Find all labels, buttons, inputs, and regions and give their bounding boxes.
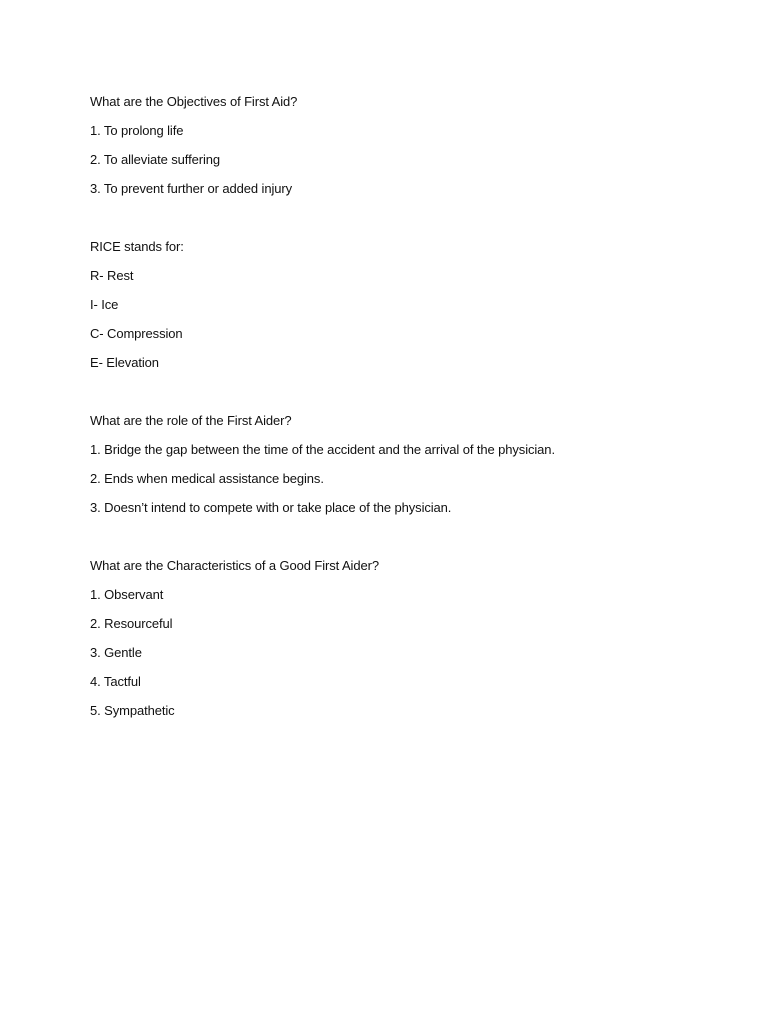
list-item: E- Elevation: [90, 355, 159, 370]
section-heading: What are the Characteristics of a Good First Aider?: [90, 558, 379, 573]
document-body: [90, 91, 730, 729]
section-spacer: [90, 381, 730, 410]
list-item: 1. Bridge the gap between the time of the accident and the arrival of the physician.: [90, 442, 555, 457]
list-item: I- Ice: [90, 297, 119, 312]
section-objectives: [90, 91, 730, 207]
section-heading: RICE stands for:: [90, 239, 184, 254]
section-rice: [90, 236, 730, 381]
list-item: 3. Doesn’t intend to compete with or take place of the physician.: [90, 500, 452, 515]
list-item: 2. Ends when medical assistance begins.: [90, 471, 324, 486]
section-role-of-first-aider: [90, 410, 730, 526]
section-heading: What are the Objectives of First Aid?: [90, 94, 298, 109]
list-item: 2. Resourceful: [90, 616, 173, 631]
list-item: 1. To prolong life: [90, 123, 184, 138]
list-item: 4. Tactful: [90, 674, 141, 689]
section-heading: What are the role of the First Aider?: [90, 413, 292, 428]
list-item: 3. Gentle: [90, 645, 142, 660]
list-item: C- Compression: [90, 326, 183, 341]
section-spacer: [90, 207, 730, 236]
list-item: 3. To prevent further or added injury: [90, 181, 293, 196]
list-item: 5. Sympathetic: [90, 703, 175, 718]
section-spacer: [90, 526, 730, 555]
list-item: 1. Observant: [90, 587, 164, 602]
section-characteristics: [90, 555, 730, 729]
list-item: R- Rest: [90, 268, 134, 283]
list-item: 2. To alleviate suffering: [90, 152, 220, 167]
